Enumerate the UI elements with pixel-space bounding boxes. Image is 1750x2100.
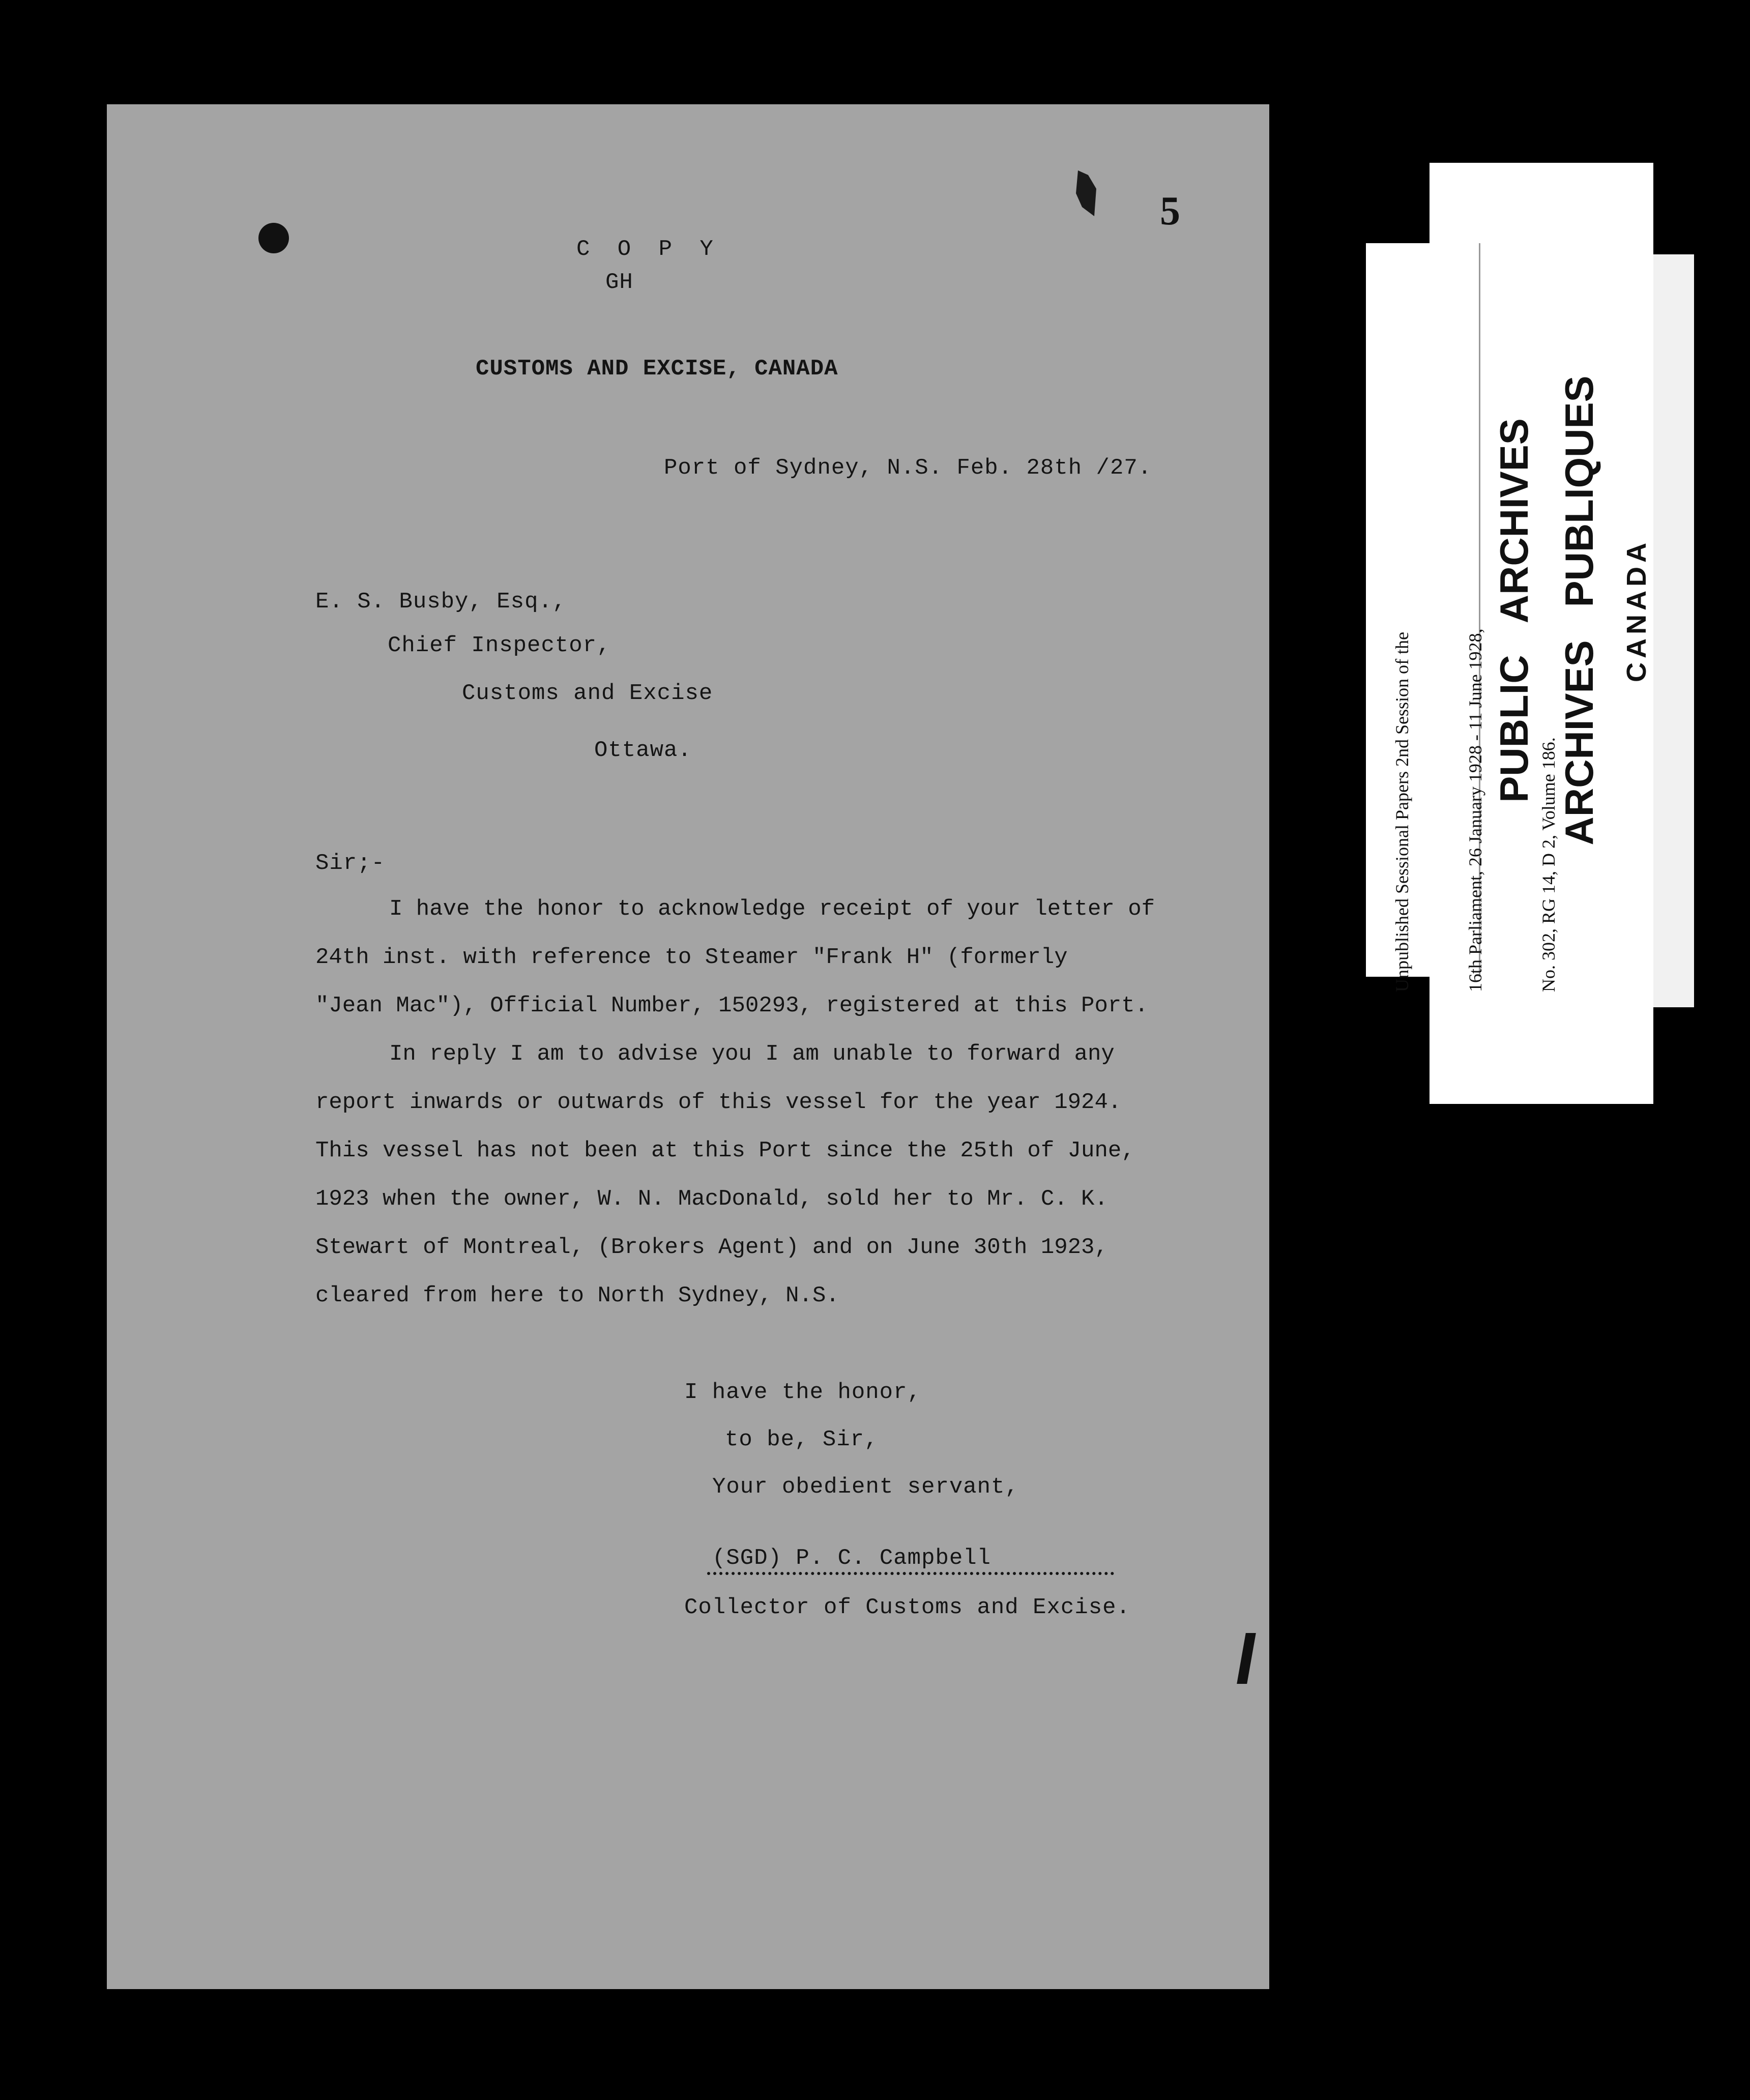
address-line-4: Ottawa.	[594, 738, 692, 763]
body-line: 24th inst. with reference to Steamer "Frank H" (formerly	[315, 945, 1068, 970]
closing-line-2: to be, Sir,	[725, 1427, 879, 1452]
body-line: In reply I am to advise you I am unable to forward any	[389, 1041, 1115, 1067]
stamp-public-archives: PUBLIC ARCHIVES	[1492, 418, 1536, 803]
address-line-1: E. S. Busby, Esq.,	[315, 589, 567, 615]
signature-dotted-line	[707, 1572, 1114, 1575]
address-line-2: Chief Inspector,	[388, 633, 611, 658]
body-line: report inwards or outwards of this vessel for the year 1924.	[315, 1090, 1122, 1115]
citation-line-1: Unpublished Sessional Papers 2nd Session of the	[1392, 632, 1412, 992]
punch-hole	[258, 223, 289, 253]
signature-title: Collector of Customs and Excise.	[684, 1595, 1130, 1620]
page-number: 5	[1160, 189, 1180, 234]
stamp-canada: CANADA	[1621, 539, 1652, 682]
archive-stamp	[1472, 305, 1661, 916]
citation-line-2: 16th Parliament, 26 January 1928 - 11 June 1928,	[1465, 628, 1485, 992]
salutation: Sir;-	[315, 851, 386, 876]
initials: GH	[605, 270, 633, 295]
copy-mark: C O P Y	[576, 237, 720, 262]
date-line: Port of Sydney, N.S. Feb. 28th /27.	[664, 455, 1152, 481]
body-line: 1923 when the owner, W. N. MacDonald, sold her to Mr. C. K.	[315, 1186, 1108, 1212]
stamp-archives-publiques: ARCHIVES PUBLIQUES	[1557, 375, 1601, 845]
signature: (SGD) P. C. Campbell	[712, 1545, 991, 1571]
body-line: Stewart of Montreal, (Brokers Agent) and on June 30th 1923,	[315, 1235, 1108, 1260]
body-line: I have the honor to acknowledge receipt of your letter of	[389, 896, 1155, 922]
closing-line-1: I have the honor,	[684, 1380, 921, 1405]
body-line: cleared from here to North Sydney, N.S.	[315, 1283, 839, 1308]
closing-line-3: Your obedient servant,	[712, 1474, 1019, 1500]
body-line: "Jean Mac"), Official Number, 150293, registered at this Port.	[315, 993, 1149, 1018]
citation-line-3: No. 302, RG 14, D 2, Volume 186.	[1538, 737, 1559, 992]
body-line: This vessel has not been at this Port since the 25th of June,	[315, 1138, 1135, 1163]
letterhead: CUSTOMS AND EXCISE, CANADA	[476, 356, 838, 382]
address-line-3: Customs and Excise	[462, 681, 713, 706]
